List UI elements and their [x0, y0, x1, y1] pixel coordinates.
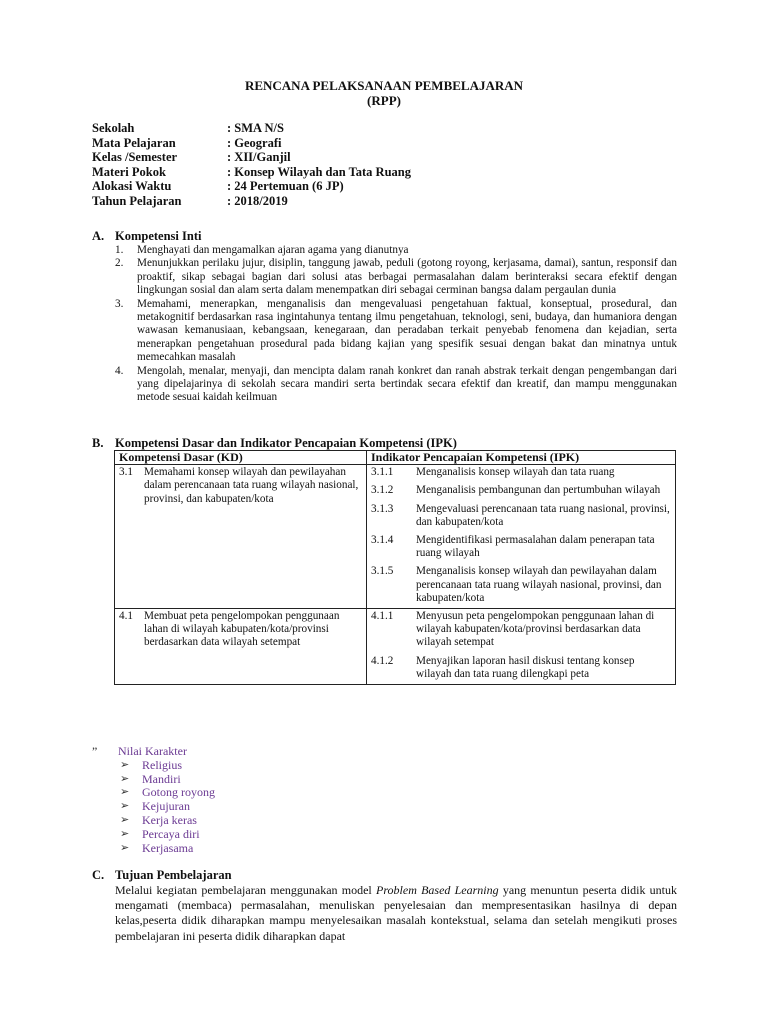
nilai-item: Percaya diri [142, 826, 200, 841]
ipk-item [371, 610, 671, 650]
identity-block [92, 121, 411, 209]
section-b-heading [92, 436, 457, 450]
meta-row [92, 165, 411, 180]
meta-value: : Geografi [227, 135, 282, 150]
list-item [115, 244, 677, 257]
ipk-number: 3.1.5 [371, 565, 394, 578]
table-header-kd: Kompetensi Dasar (KD) [115, 451, 367, 465]
title-line-2: (RPP) [367, 93, 401, 108]
ipk-text: Menganalisis konsep wilayah dan pewilayahan dalam perencanaan tata ruang wilayah nasional, provinsi, dan kabupaten/kota [416, 565, 662, 604]
list-item [120, 842, 215, 856]
ipk-number: 3.1.3 [371, 502, 394, 515]
nilai-item: Religius [142, 757, 183, 772]
meta-label: Mata Pelajaran [92, 135, 176, 150]
nilai-karakter-heading [92, 745, 215, 759]
meta-label: Sekolah [92, 121, 135, 135]
list-item [120, 786, 215, 800]
ipk-text: Menyajikan laporan hasil diskusi tentang konsep wilayah dan tata ruang dilengkapi peta [416, 654, 635, 680]
item-number: 3. [115, 297, 124, 310]
list-item [120, 759, 215, 773]
tujuan-text-after: yang menuntun peserta didik untuk mengamati (membaca) permasalahan, menuliskan penyelesaian dan mempresentasikan hasilnya di depan kelas,peserta didik diharapkan mampu menyelesaikan masalah kontekstual, selama dan setelah mengikuti proses pembelajaran ini peserta didik diharapkan dapat [115, 883, 677, 943]
meta-row [92, 194, 411, 209]
meta-value: : XII/Ganjil [227, 150, 291, 165]
nilai-karakter [92, 745, 215, 855]
ipk-text: Menyusun peta pengelompokan penggunaan lahan di wilayah kabupaten/kota/provinsi berdasarkan data wilayah setempat [416, 610, 655, 649]
nilai-item: Kejujuran [142, 799, 190, 814]
ipk-item [371, 503, 671, 529]
ipk-text: Mengevaluasi perencanaan tata ruang nasional, provinsi, dan kabupaten/kota [416, 502, 670, 528]
arrow-bullet-icon: ➢ [120, 841, 130, 854]
ipk-item [371, 534, 671, 560]
table-header-ipk: Indikator Pencapaian Kompetensi (IPK) [367, 451, 676, 465]
meta-row [92, 121, 411, 136]
list-item [120, 814, 215, 828]
table-header-row [115, 451, 676, 465]
ipk-text: Menganalisis pembangunan dan pertumbuhan wilayah [416, 484, 661, 497]
list-item [120, 828, 215, 842]
arrow-bullet-icon: ➢ [120, 827, 130, 840]
meta-row [92, 179, 411, 194]
tujuan-paragraph [115, 883, 677, 944]
section-a-heading [92, 229, 201, 243]
kd-cell [115, 609, 367, 685]
meta-label: Materi Pokok [92, 164, 166, 179]
meta-value: : 2018/2019 [227, 193, 288, 208]
table-row [115, 465, 676, 609]
arrow-bullet-icon: ➢ [120, 800, 130, 813]
list-item [115, 365, 677, 405]
ipk-item [371, 565, 671, 605]
meta-value: : Konsep Wilayah dan Tata Ruang [227, 164, 411, 179]
meta-label: Kelas /Semester [92, 150, 178, 165]
table-row [115, 609, 676, 685]
nilai-karakter-title: Nilai Karakter [118, 744, 187, 758]
title-line-1: RENCANA PELAKSANAAN PEMBELAJARAN [244, 78, 524, 93]
arrow-bullet-icon: ➢ [120, 813, 130, 826]
nilai-item: Gotong royong [142, 785, 215, 800]
list-item [120, 773, 215, 787]
ipk-number: 3.1.1 [371, 466, 394, 479]
arrow-bullet-icon: ➢ [120, 772, 130, 785]
ipk-number: 3.1.4 [371, 534, 394, 547]
nilai-karakter-list [120, 759, 215, 856]
ipk-number: 4.1.1 [371, 610, 394, 623]
quote-mark-icon: ” [92, 744, 98, 758]
tujuan-text-before: Melalui kegiatan pembelajaran menggunakan model [115, 883, 376, 897]
ipk-item [371, 655, 671, 681]
ipk-text: Mengidentifikasi permasalahan dalam penerapan tata ruang wilayah [416, 534, 655, 560]
arrow-bullet-icon: ➢ [120, 786, 130, 799]
list-item [120, 800, 215, 814]
list-item [115, 257, 677, 297]
model-name: Problem Based Learning [375, 883, 499, 897]
list-item [115, 298, 677, 365]
section-c-heading [92, 868, 232, 882]
kd-ipk-table [114, 450, 676, 685]
item-number: 4. [115, 364, 124, 377]
nilai-item: Mandiri [142, 771, 181, 786]
item-text: Menunjukkan perilaku jujur, disiplin, tanggung jawab, peduli (gotong royong, kerjasama, damai), santun, responsif dan proaktif, sikap sebagai bagian dari solusi atas berbagai permasalahan dalam berinteraksi secara efektif dengan lingkungan sosial dan alam serta dalam menempatkan diri sebagai cerminan bangsa dalam pergaulan dunia [137, 257, 677, 297]
ipk-item [371, 484, 671, 497]
meta-row [92, 150, 411, 165]
meta-value: : 24 Pertemuan (6 JP) [227, 179, 344, 194]
meta-value: : SMA N/S [227, 121, 284, 135]
item-text: Menghayati dan mengamalkan ajaran agama yang dianutnya [137, 244, 409, 256]
meta-label: Alokasi Waktu [92, 179, 172, 194]
section-title: Kompetensi Dasar dan Indikator Pencapaian Kompetensi (IPK) [115, 436, 457, 450]
arrow-bullet-icon: ➢ [120, 758, 130, 771]
ipk-cell [367, 465, 676, 609]
kompetensi-inti-list [115, 244, 677, 405]
kd-number: 4.1 [119, 610, 133, 623]
section-letter: C. [92, 868, 105, 882]
ipk-number: 4.1.2 [371, 654, 394, 667]
kd-text: Memahami konsep wilayah dan pewilayahan dalam perencanaan tata ruang wilayah nasional, provinsi, dan kabupaten/kota [144, 466, 359, 505]
nilai-item: Kerjasama [142, 840, 194, 855]
kd-number: 3.1 [119, 466, 133, 479]
ipk-number: 3.1.2 [371, 484, 394, 497]
kd-text: Membuat peta pengelompokan penggunaan lahan di wilayah kabupaten/kota/provinsi berdasarkan data wilayah setempat [144, 610, 340, 649]
item-text: Memahami, menerapkan, menganalisis dan mengevaluasi pengetahuan faktual, konseptual, prosedural, dan metakognitif berdasarkan rasa ingintahunya tentang ilmu pengetahuan, teknologi, seni, budaya, dan humaniora dengan wawasan kemanusiaan, kebangsaan, kenegaraan, dan peradaban terkait penyebab fenomena dan kejadian, serta menerapkan pengetahuan prosedural pada bidang kajian yang spesifik sesuai dengan bakat dan minatnya untuk memecahkan masalah [137, 297, 677, 364]
item-number: 1. [115, 244, 124, 256]
section-letter: A. [92, 229, 105, 243]
kd-cell [115, 465, 367, 609]
item-number: 2. [115, 257, 124, 270]
section-title: Tujuan Pembelajaran [115, 868, 232, 882]
ipk-item [371, 466, 671, 479]
document-title [0, 78, 768, 108]
item-text: Mengolah, menalar, menyaji, dan mencipta dalam ranah konkret dan ranah abstrak terkait dengan pengembangan dari yang dipelajarinya di sekolah secara mandiri serta bertindak secara efektif dan kreatif, dan mampu menggunakan metode sesuai kaidah keilmuan [137, 364, 677, 404]
ipk-cell [367, 609, 676, 685]
nilai-item: Kerja keras [142, 812, 197, 827]
section-letter: B. [92, 436, 104, 450]
ipk-text: Menganalisis konsep wilayah dan tata ruang [416, 466, 615, 479]
meta-row [92, 136, 411, 151]
section-title: Kompetensi Inti [115, 229, 202, 243]
meta-label: Tahun Pelajaran [92, 193, 182, 208]
